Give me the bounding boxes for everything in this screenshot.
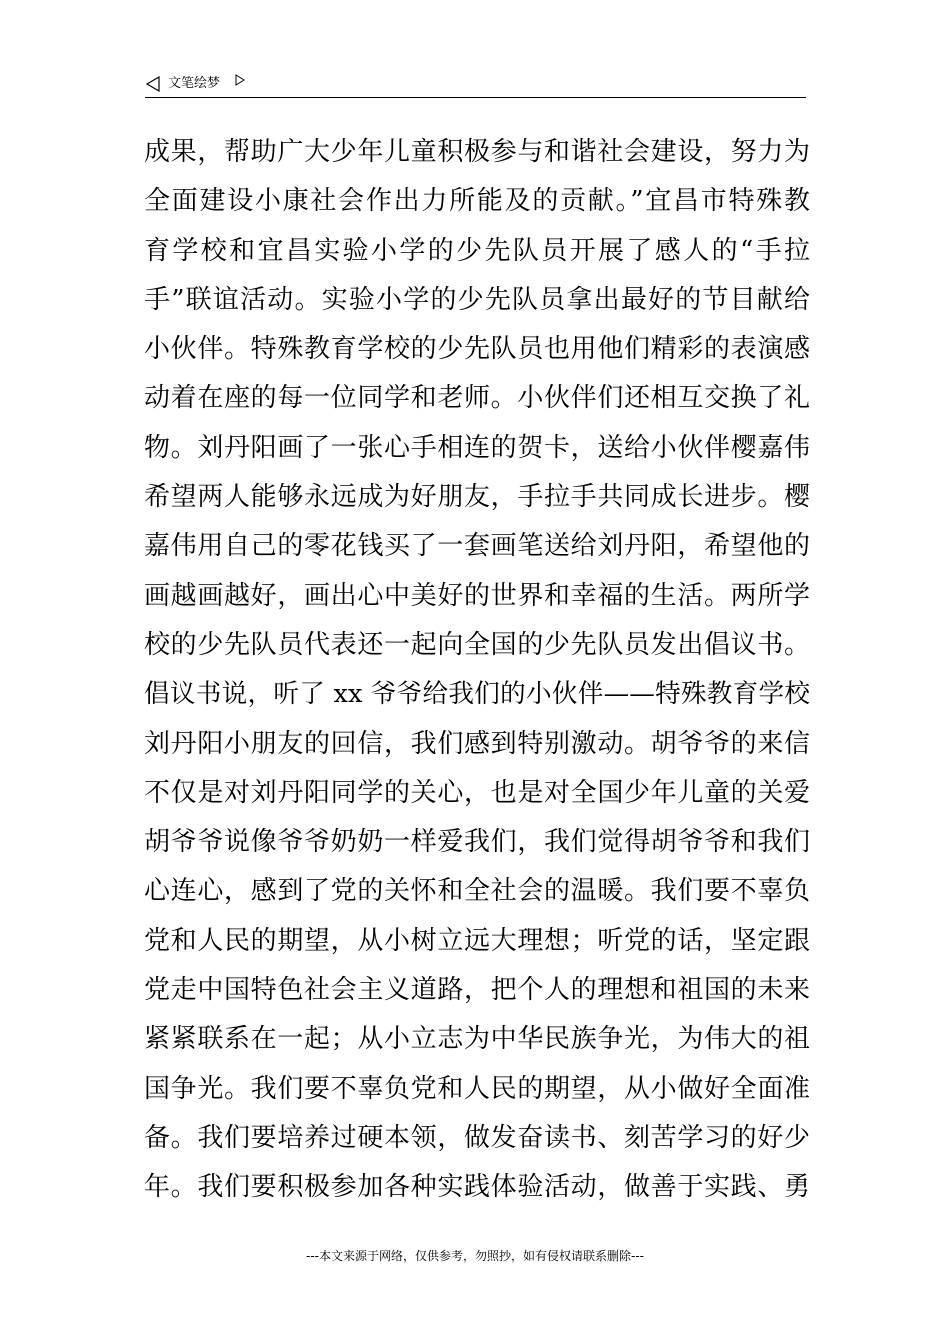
header-divider bbox=[145, 97, 806, 98]
text-line: 胡爷爷说像爷爷奶奶一样爱我们，我们觉得胡爷爷和我们 bbox=[144, 827, 810, 858]
header-brand: 文笔绘梦 bbox=[168, 76, 221, 91]
text-line: 备。我们要培养过硬本领，做发奋读书、刻苦学习的好少 bbox=[144, 1122, 810, 1153]
text-line: 育学校和宜昌实验小学的少先队员开展了感人的“手拉 bbox=[144, 235, 810, 266]
text-line: 物。刘丹阳画了一张心手相连的贺卡，送给小伙伴樱嘉伟 bbox=[144, 432, 810, 463]
text-line: 手”联谊活动。实验小学的少先队员拿出最好的节目献给 bbox=[144, 284, 810, 315]
page-header bbox=[145, 72, 806, 98]
text-line: 紧紧联系在一起；从小立志为中华民族争光，为伟大的祖 bbox=[144, 1024, 810, 1055]
triangle-right-icon bbox=[235, 74, 245, 86]
text-line: 嘉伟用自己的零花钱买了一套画笔送给刘丹阳，希望他的 bbox=[144, 531, 810, 562]
text-line: 不仅是对刘丹阳同学的关心，也是对全国少年儿童的关爱 bbox=[144, 777, 810, 808]
triangle-left-icon bbox=[145, 76, 161, 92]
text-line: 希望两人能够永远成为好朋友，手拉手共同成长进步。樱 bbox=[144, 482, 810, 513]
text-line: 小伙伴。特殊教育学校的少先队员也用他们精彩的表演感 bbox=[144, 334, 810, 365]
text-line: 动着在座的每一位同学和老师。小伙伴们还相互交换了礼 bbox=[144, 383, 810, 414]
text-line: 倡议书说，听了 xx 爷爷给我们的小伙伴——特殊教育学校 bbox=[144, 679, 810, 710]
text-line: 年。我们要积极参加各种实践体验活动，做善于实践、勇 bbox=[144, 1172, 810, 1203]
text-line: 国争光。我们要不辜负党和人民的期望，从小做好全面准 bbox=[144, 1073, 810, 1104]
text-line: 校的少先队员代表还一起向全国的少先队员发出倡议书。 bbox=[144, 629, 810, 660]
body-text bbox=[144, 128, 810, 1213]
text-line: 成果，帮助广大少年儿童积极参与和谐社会建设，努力为 bbox=[144, 137, 810, 167]
text-line: 画越画越好，画出心中美好的世界和幸福的生活。两所学 bbox=[144, 580, 810, 611]
text-line: 党走中国特色社会主义道路，把个人的理想和祖国的未来 bbox=[144, 975, 810, 1006]
text-line: 刘丹阳小朋友的回信，我们感到特别激动。胡爷爷的来信 bbox=[144, 728, 810, 759]
page-footer: ---本文来源于网络，仅供参考，勿照抄，如有侵权请联系删除--- bbox=[306, 1249, 644, 1263]
text-line: 全面建设小康社会作出力所能及的贡献。”宜昌市特殊教 bbox=[144, 186, 810, 217]
text-line: 党和人民的期望，从小树立远大理想；听党的话，坚定跟 bbox=[144, 925, 810, 956]
text-line: 心连心，感到了党的关怀和全社会的温暖。我们要不辜负 bbox=[144, 876, 810, 907]
